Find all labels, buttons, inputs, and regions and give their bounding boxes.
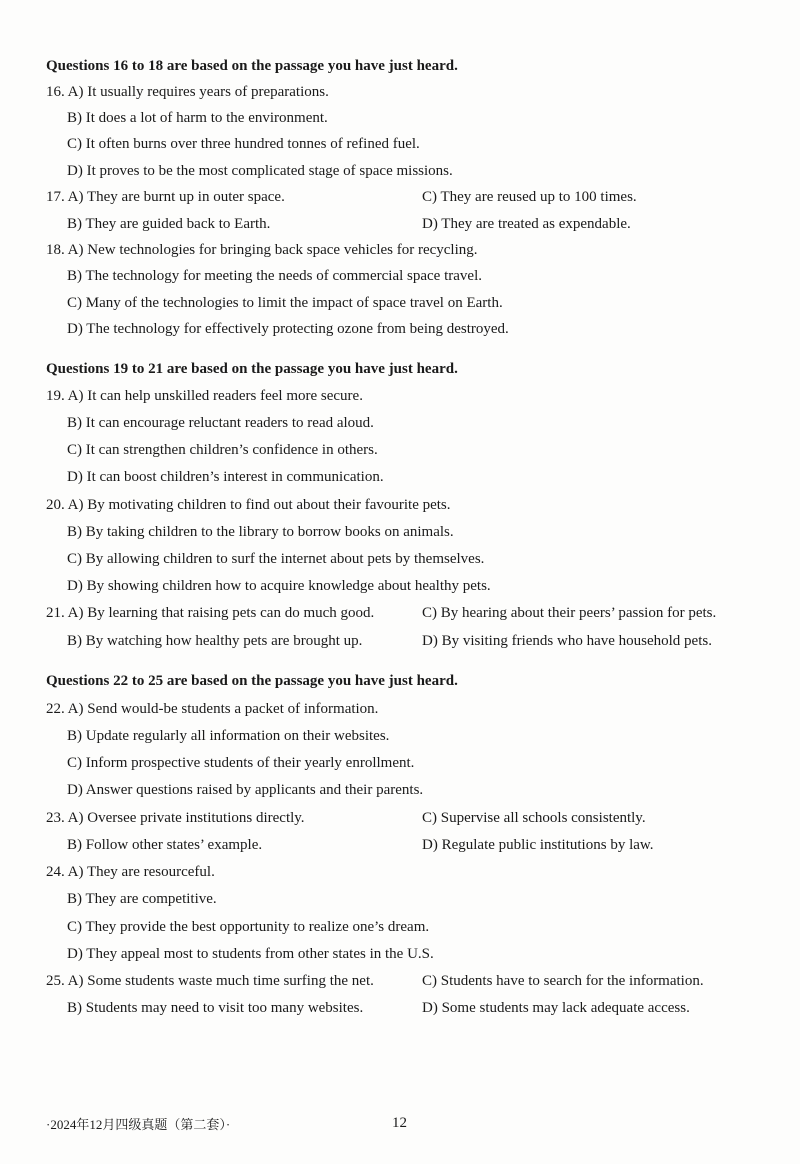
q18-option-c: C) Many of the technologies to limit the impact of space travel on Earth. bbox=[67, 295, 503, 311]
q17-option-c: C) They are reused up to 100 times. bbox=[422, 189, 637, 205]
q25-option-d: D) Some students may lack adequate access. bbox=[422, 1000, 690, 1016]
q24-option-b: B) They are competitive. bbox=[67, 891, 217, 907]
q22-option-a: 22. A) Send would-be students a packet of information. bbox=[46, 701, 379, 717]
q16-option-b: B) It does a lot of harm to the environment. bbox=[67, 110, 328, 126]
q19-option-d: D) It can boost children’s interest in communication. bbox=[67, 469, 384, 485]
q21-option-d: D) By visiting friends who have household pets. bbox=[422, 633, 712, 649]
q24-option-c: C) They provide the best opportunity to realize one’s dream. bbox=[67, 919, 430, 935]
q24-option-a: 24. A) They are resourceful. bbox=[46, 864, 215, 880]
q22-option-d: D) Answer questions raised by applicants and their parents. bbox=[67, 782, 424, 798]
q24-option-d: D) They appeal most to students from other states in the U.S. bbox=[67, 946, 434, 962]
q20-option-a: 20. A) By motivating children to find out about their favourite pets. bbox=[46, 497, 451, 513]
q16-option-c: C) It often burns over three hundred tonnes of refined fuel. bbox=[67, 136, 420, 152]
section-heading-3: Questions 22 to 25 are based on the passage you have just heard. bbox=[46, 673, 458, 689]
section-heading-1: Questions 16 to 18 are based on the passage you have just heard. bbox=[46, 58, 458, 74]
q16-option-d: D) It proves to be the most complicated stage of space missions. bbox=[67, 163, 453, 179]
q25-option-a: 25. A) Some students waste much time surfing the net. bbox=[46, 973, 374, 989]
q17-option-d: D) They are treated as expendable. bbox=[422, 216, 631, 232]
q21-option-c: C) By hearing about their peers’ passion for pets. bbox=[422, 605, 717, 621]
q25-option-b: B) Students may need to visit too many websites. bbox=[67, 1000, 364, 1016]
q20-option-d: D) By showing children how to acquire knowledge about healthy pets. bbox=[67, 578, 491, 594]
q18-option-b: B) The technology for meeting the needs of commercial space travel. bbox=[67, 268, 482, 284]
q20-option-c: C) By allowing children to surf the internet about pets by themselves. bbox=[67, 551, 485, 567]
q25-option-c: C) Students have to search for the information. bbox=[422, 973, 704, 989]
q18-option-a: 18. A) New technologies for bringing back space vehicles for recycling. bbox=[46, 242, 478, 258]
q19-option-c: C) It can strengthen children’s confidence in others. bbox=[67, 442, 378, 458]
q22-option-c: C) Inform prospective students of their yearly enrollment. bbox=[67, 755, 415, 771]
section-heading-2: Questions 19 to 21 are based on the passage you have just heard. bbox=[46, 361, 458, 377]
q22-option-b: B) Update regularly all information on their websites. bbox=[67, 728, 390, 744]
q17-option-b: B) They are guided back to Earth. bbox=[67, 216, 271, 232]
q23-option-b: B) Follow other states’ example. bbox=[67, 837, 263, 853]
q21-option-a: 21. A) By learning that raising pets can do much good. bbox=[46, 605, 375, 621]
q17-option-a: 17. A) They are burnt up in outer space. bbox=[46, 189, 285, 205]
q23-option-c: C) Supervise all schools consistently. bbox=[422, 810, 646, 826]
page-number: 12 bbox=[392, 1115, 407, 1131]
q19-option-b: B) It can encourage reluctant readers to read aloud. bbox=[67, 415, 374, 431]
q23-option-a: 23. A) Oversee private institutions directly. bbox=[46, 810, 305, 826]
q18-option-d: D) The technology for effectively protecting ozone from being destroyed. bbox=[67, 321, 509, 337]
q21-option-b: B) By watching how healthy pets are brought up. bbox=[67, 633, 363, 649]
q23-option-d: D) Regulate public institutions by law. bbox=[422, 837, 654, 853]
q20-option-b: B) By taking children to the library to borrow books on animals. bbox=[67, 524, 454, 540]
q19-option-a: 19. A) It can help unskilled readers feel more secure. bbox=[46, 388, 363, 404]
q16-option-a: 16. A) It usually requires years of preparations. bbox=[46, 84, 329, 100]
footer-exam-title: ·2024年12月四级真题（第二套）· bbox=[46, 1117, 231, 1132]
